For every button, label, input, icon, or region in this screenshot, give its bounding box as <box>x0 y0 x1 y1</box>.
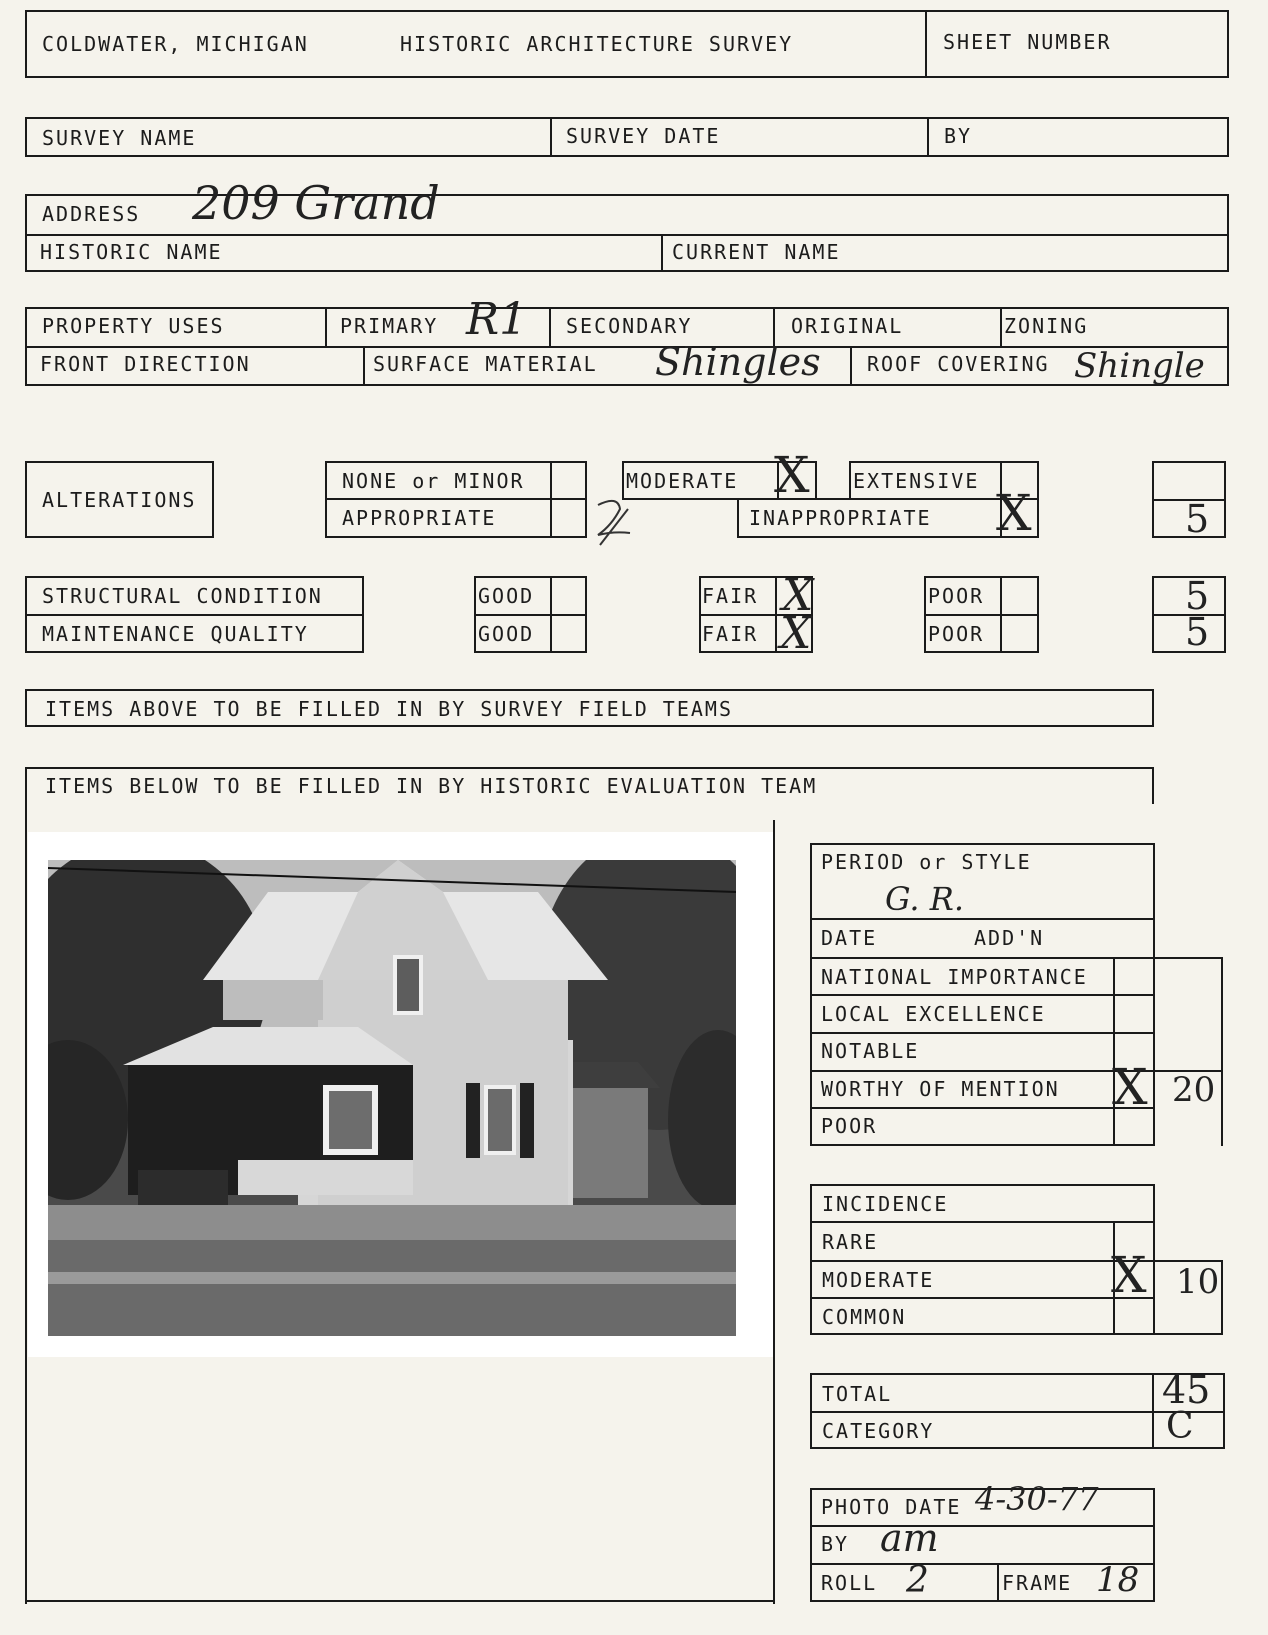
current-name-label: CURRENT NAME <box>672 240 841 264</box>
roll-label: ROLL <box>821 1571 878 1595</box>
scribble-mark <box>590 495 640 555</box>
common-label: COMMON <box>822 1305 907 1329</box>
primary-label: PRIMARY <box>340 314 439 338</box>
moderate-label: MODERATE <box>626 469 739 493</box>
survey-date-label: SURVEY DATE <box>566 124 721 148</box>
extensive-label: EXTENSIVE <box>853 469 980 493</box>
total-value: 45 <box>1162 1368 1211 1412</box>
worthy-score: 20 <box>1172 1070 1216 1110</box>
structural-score: 5 <box>1185 574 1210 618</box>
total-label: TOTAL <box>822 1382 893 1406</box>
frame-label: FRAME <box>1002 1571 1073 1595</box>
survey-name-label: SURVEY NAME <box>42 126 197 150</box>
address-label: ADDRESS <box>42 202 141 226</box>
local-excellence-label: LOCAL EXCELLENCE <box>821 1002 1046 1026</box>
rare-label: RARE <box>822 1230 879 1254</box>
historic-name-label: HISTORIC NAME <box>40 240 223 264</box>
maintenance-fair-mark: X <box>780 608 812 659</box>
note-below: ITEMS BELOW TO BE FILLED IN BY HISTORIC EVALUATION TEAM <box>45 774 818 798</box>
notable-label: NOTABLE <box>821 1039 920 1063</box>
period-style-label: PERIOD or STYLE <box>821 850 1032 874</box>
appropriate-label: APPROPRIATE <box>342 506 497 530</box>
maintenance-fair-label: FAIR <box>702 622 759 646</box>
addn-label: ADD'N <box>974 926 1045 950</box>
frame-value: 18 <box>1096 1560 1140 1600</box>
inappropriate-label: INAPPROPRIATE <box>749 506 932 530</box>
incidence-moderate-score: 10 <box>1176 1262 1220 1302</box>
maintenance-good-label: GOOD <box>478 622 535 646</box>
house-photo <box>48 860 736 1336</box>
maintenance-poor-label: POOR <box>928 622 985 646</box>
incidence-label: INCIDENCE <box>822 1192 949 1216</box>
structural-condition-label: STRUCTURAL CONDITION <box>42 584 323 608</box>
none-minor-label: NONE or MINOR <box>342 469 525 493</box>
incidence-moderate-mark: X <box>1111 1246 1147 1304</box>
structural-fair-label: FAIR <box>702 584 759 608</box>
secondary-label: SECONDARY <box>566 314 693 338</box>
roof-covering-label: ROOF COVERING <box>867 352 1050 376</box>
primary-value: R1 <box>466 294 528 345</box>
category-value: C <box>1166 1406 1194 1447</box>
zoning-label: ZONING <box>1004 314 1089 338</box>
surface-material-label: SURFACE MATERIAL <box>373 352 598 376</box>
roll-value: 2 <box>906 1560 929 1601</box>
survey-by-label: BY <box>944 124 973 148</box>
surface-material-value: Shingles <box>655 340 821 384</box>
roof-covering-value: Shingle <box>1074 346 1205 386</box>
structural-fair-mark: X <box>782 570 814 621</box>
poor-rating-label: POOR <box>821 1114 878 1138</box>
date-label: DATE <box>821 926 878 950</box>
original-label: ORIGINAL <box>791 314 904 338</box>
alterations-score: 5 <box>1185 497 1210 541</box>
moderate-mark: X <box>774 446 810 504</box>
front-direction-label: FRONT DIRECTION <box>40 352 251 376</box>
photo-by-label: BY <box>821 1532 850 1556</box>
form-title: HISTORIC ARCHITECTURE SURVEY <box>400 32 794 56</box>
category-label: CATEGORY <box>822 1419 935 1443</box>
worthy-of-mention-label: WORTHY OF MENTION <box>821 1077 1060 1101</box>
structural-good-label: GOOD <box>478 584 535 608</box>
period-style-value: G. R. <box>885 880 965 918</box>
property-uses-label: PROPERTY USES <box>42 314 225 338</box>
photo-date-value: 4-30-77 <box>975 1480 1099 1518</box>
note-above: ITEMS ABOVE TO BE FILLED IN BY SURVEY FIELD TEAMS <box>45 697 734 721</box>
city-label: COLDWATER, MICHIGAN <box>42 32 309 56</box>
incidence-moderate-label: MODERATE <box>822 1268 935 1292</box>
national-importance-label: NATIONAL IMPORTANCE <box>821 965 1088 989</box>
worthy-mark: X <box>1112 1058 1148 1116</box>
address-value: 209 Grand <box>192 176 440 230</box>
inappropriate-mark: X <box>996 484 1032 542</box>
sheet-number-label: SHEET NUMBER <box>943 30 1112 54</box>
alterations-label: ALTERATIONS <box>42 488 197 512</box>
structural-poor-label: POOR <box>928 584 985 608</box>
photo-date-label: PHOTO DATE <box>821 1495 962 1519</box>
photo-by-value: am <box>880 1516 939 1560</box>
maintenance-quality-label: MAINTENANCE QUALITY <box>42 622 309 646</box>
maintenance-score: 5 <box>1185 610 1210 654</box>
